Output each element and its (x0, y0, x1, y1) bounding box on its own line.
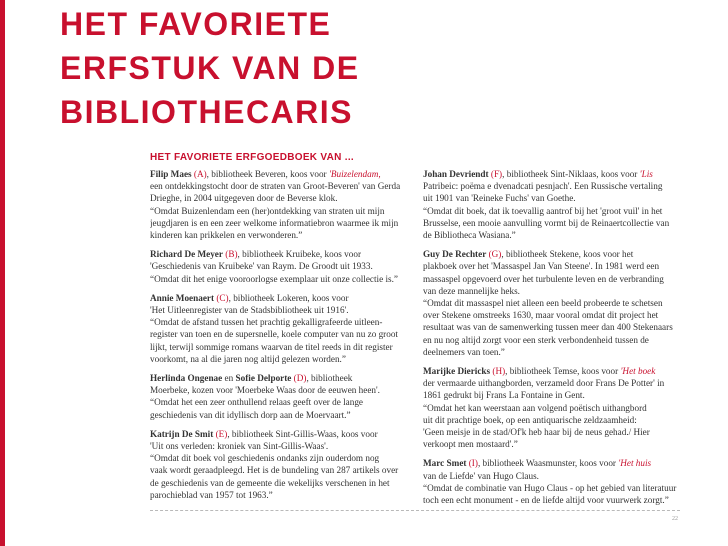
entry-text: , bibliotheek Temse, koos voor (505, 366, 621, 377)
entry-line: verkoopt men mostaard'.” (423, 439, 518, 450)
page-number: 22 (672, 516, 678, 522)
book-title: 'Het huis (618, 458, 652, 469)
entry-line: van de Liefde' van Hugo Claus. (423, 470, 539, 481)
photo-letter: (D) (293, 373, 307, 384)
entry-line: “Omdat het kan weerstaan aan volgend poëtisch uithangbord (423, 402, 647, 413)
photo-letter: (I) (468, 458, 478, 469)
librarian-entry (150, 168, 413, 241)
slide-title (60, 2, 360, 134)
librarian-entry (423, 457, 686, 506)
entry-line: jeugdjaren is en een zeer welkome informatiebron waarmee ik mijn (150, 217, 399, 228)
librarian-entry (150, 248, 413, 285)
librarian-name: Sofie Delporte (235, 373, 292, 384)
entry-line: en nu nog altijd zorgt voor een sterk verbondenheid tussen de (423, 334, 649, 345)
slide-title-line: ERFSTUK VAN DE (60, 50, 360, 86)
librarian-entry (150, 372, 413, 421)
librarian-entry (150, 428, 413, 501)
entry-line: over Stekene omstreeks 1630, maar vooral omdat dit project het (423, 310, 659, 321)
entry-line: 1861 gedrukt bij Frans La Fontaine in Gent. (423, 390, 585, 401)
entry-line: kinderen kan prikkelen en verwonderen.” (150, 230, 303, 241)
photo-letter: (H) (492, 366, 506, 377)
entry-text: , bibliotheek Sint-Gillis-Waas, koos voor (227, 428, 378, 439)
entry-line: 'Geschiedenis van Kruibeke' van Raym. De Groodt uit 1933. (150, 261, 373, 272)
entry-first-line (423, 457, 686, 469)
librarian-name: Guy De Rechter (423, 249, 487, 260)
article-bottom-rule (150, 510, 680, 511)
entry-text: , bibliotheek Sint-Niklaas, koos voor (502, 169, 640, 179)
entry-line: der vermaarde uithangborden, verzameld door Frans De Potter' in (423, 378, 665, 389)
book-title: 'Het boek (620, 366, 656, 377)
entry-text: , bibliotheek (306, 373, 353, 384)
librarian-entry (423, 248, 686, 358)
entry-line: toch een echt monument - en de liefde altijd voor vuurwerk zorgt.” (423, 495, 669, 506)
entry-line: plakboek over het 'Massaspel Jan Van Steene'. In 1981 werd een (423, 261, 660, 272)
entry-first-line (150, 168, 413, 180)
librarian-name: Katrijn De Smit (150, 428, 214, 439)
article-scan (140, 148, 690, 528)
article-left-column (150, 168, 413, 508)
entry-first-line (150, 292, 413, 304)
entry-line: uit 1901 van 'Reineke Fuchs' van Goethe. (423, 193, 576, 204)
book-title: 'Lis (639, 169, 653, 179)
entry-first-line (150, 248, 413, 260)
entry-line: “Omdat dit boek vol geschiedenis ondanks zijn ouderdom nog (150, 453, 380, 464)
entry-first-line (150, 372, 413, 384)
entry-line: lijkt, terwijl sommige romans waarvan de titel reeds in dit register (150, 341, 393, 352)
slide-accent-bar (0, 0, 5, 546)
entry-text: , bibliotheek Kruibeke, koos voor (237, 249, 362, 260)
photo-letter: (E) (215, 428, 228, 439)
librarian-name: Marc Smet (423, 458, 467, 469)
entry-line: “Omdat Buizenlendam een (her)ontdekking van straten uit mijn (150, 205, 385, 216)
entry-line: “Omdat het een zeer onthullend relaas geeft over de lange (150, 397, 363, 408)
article-right-column (423, 168, 686, 513)
entry-first-line (423, 168, 686, 180)
photo-letter: (B) (225, 249, 238, 260)
entry-text: , bibliotheek Beveren, koos voor (206, 169, 329, 179)
librarian-entry (423, 168, 686, 241)
entry-line: deelnemers van toen.” (423, 346, 505, 357)
librarian-name: Filip Maes (150, 169, 192, 179)
entry-line: “Omdat dit boek, dat ik toevallig aantrof bij het 'groot vuil' in het (423, 205, 663, 216)
entry-line: van deze mannelijke heks. (423, 285, 520, 296)
entry-text: , bibliotheek Stekene, koos voor het (501, 249, 634, 260)
entry-line: resultaat was van de samenwerking tussen meer dan 400 Stekenaars (423, 322, 673, 333)
librarian-entry (150, 292, 413, 365)
entry-text: en (222, 373, 236, 384)
entry-line: “Omdat dit het enige vooroorlogse exemplaar uit onze collectie is.” (150, 273, 398, 284)
photo-letter: (A) (193, 169, 207, 179)
slide-title-line: HET FAVORIETE (60, 6, 332, 42)
entry-line: uit dit prachtige boek, op een antiquarische zeldzaamheid: (423, 414, 637, 425)
entry-line: “Omdat de afstand tussen het prachtig gekalligrafeerde uitleen- (150, 317, 383, 328)
photo-letter: (G) (488, 249, 502, 260)
librarian-name: Annie Moenaert (150, 292, 215, 303)
photo-letter: (C) (216, 292, 229, 303)
photo-letter: (F) (490, 169, 503, 179)
entry-first-line (150, 428, 413, 440)
entry-line: geschiedenis van dit idyllisch dorp aan de Moervaart.” (150, 409, 351, 420)
entry-line: vaak wordt geraadpleegd. Het is de bundeling van 287 artikels over (150, 465, 399, 476)
entry-text: , bibliotheek Waasmunster, koos voor (477, 458, 619, 469)
entry-line: Brusselse, een mooie aanvulling vormt bij de Reinaertcollectie van (423, 217, 670, 228)
entry-line: parochieblad van 1957 tot 1963.” (150, 489, 273, 500)
entry-line: de Bibliotheca Wasiana.” (423, 230, 516, 241)
entry-text: , bibliotheek Lokeren, koos voor (228, 292, 349, 303)
entry-line: “Omdat dit massaspel niet alleen een beeld probeerde te schetsen (423, 298, 663, 309)
article-heading: HET FAVORIETE ERFGOEDBOEK VAN ... (150, 152, 354, 163)
entry-line: 'Het Uitleenregister van de Stadsbibliotheek uit 1916'. (150, 305, 349, 316)
book-title: 'Buizelendam, (328, 169, 381, 179)
entry-line: Drieghe, in 2004 uitgegeven door de Beverse klok. (150, 193, 338, 204)
entry-line: Patribeic: poëma e dvenadcati pesnjach'. Een Russische vertaling (423, 181, 663, 192)
entry-line: “Omdat de combinatie van Hugo Claus - op het gebied van literatuur (423, 482, 677, 493)
entry-line: 'Geen meisje in de stad/Of'k heb haar bij de neus gehad./ Hier (423, 427, 650, 438)
entry-line: een ontdekkingstocht door de straten van Groot-Beveren' van Gerda (150, 181, 401, 192)
slide-title-line: BIBLIOTHECARIS (60, 94, 353, 130)
librarian-name: Marijke Diericks (423, 366, 491, 377)
librarian-name: Herlinda Ongenae (150, 373, 223, 384)
entry-line: register van toen en de supersnelle, koele computer van nu zo groot (150, 329, 398, 340)
entry-line: Moerbeke, kozen voor 'Moerbeke Waas door de eeuwen heen'. (150, 385, 380, 396)
entry-first-line (423, 365, 686, 377)
librarian-entry (423, 365, 686, 450)
entry-line: voorkomt, na al die jaren nog altijd gelezen worden.” (150, 353, 346, 364)
entry-line: de geschiedenis van de gemeente die wekelijks verschenen in het (150, 477, 390, 488)
entry-first-line (423, 248, 686, 260)
librarian-name: Johan Devriendt (423, 169, 489, 179)
entry-line: massaspel opgevoerd over het turbulente leven en de verbranding (423, 273, 664, 284)
entry-line: 'Uit ons verleden: kroniek van Sint-Gillis-Waas'. (150, 441, 329, 452)
librarian-name: Richard De Meyer (150, 249, 223, 260)
